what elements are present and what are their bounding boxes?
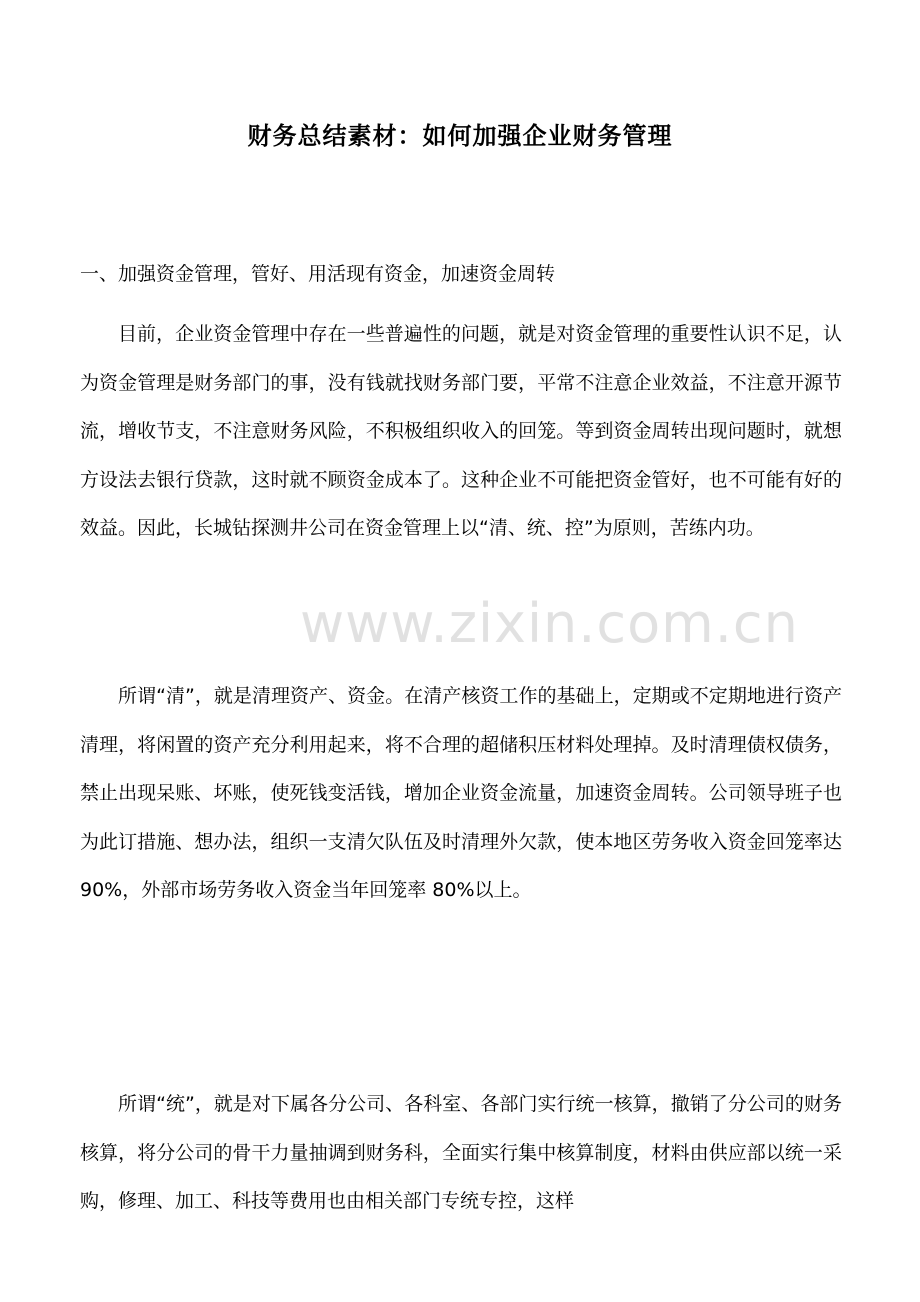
section-heading: 一、加强资金管理，管好、用活现有资金，加速资金周转 xyxy=(80,263,556,285)
document-title: 财务总结素材：如何加强企业财务管理 xyxy=(247,122,673,150)
paragraph-tong: 所谓“统”，就是对下属各分公司、各科室、各部门实行统一核算，撤销了分公司的财务核算，将分公司的骨干力量抽调到财务科，全面实行集中核算制度，材料由供应部以统一采购，修理、加工、科技等费用也由相关部门专统专控，这样 xyxy=(80,1093,842,1212)
watermark-text: www.zixin.com.cn xyxy=(300,592,799,655)
paragraph-qing: 所谓“清”，就是清理资产、资金。在清产核资工作的基础上，定期或不定期地进行资产清理，将闲置的资产充分利用起来，将不合理的超储积压材料处理掉。及时清理债权债务，禁止出现呆账、坏账，使死钱变活钱，增加企业资金流量，加速资金周转。公司领导班子也为此订措施、想办法，组织一支清欠队伍及时清理外欠款，使本地区劳务收入资金回笼率达 90%，外部市场劳务收入资金当年回笼率 80%以上。 xyxy=(80,685,842,901)
paragraph-intro: 目前，企业资金管理中存在一些普遍性的问题，就是对资金管理的重要性认识不足，认为资金管理是财务部门的事，没有钱就找财务部门要，平常不注意企业效益，不注意开源节流，增收节支，不注意财务风险，不积极组织收入的回笼。等到资金周转出现问题时，就想方设法去银行贷款，这时就不顾资金成本了。这种企业不可能把资金管好，也不可能有好的效益。因此，长城钻探测井公司在资金管理上以“清、统、控”为原则，苦练内功。 xyxy=(80,323,842,539)
